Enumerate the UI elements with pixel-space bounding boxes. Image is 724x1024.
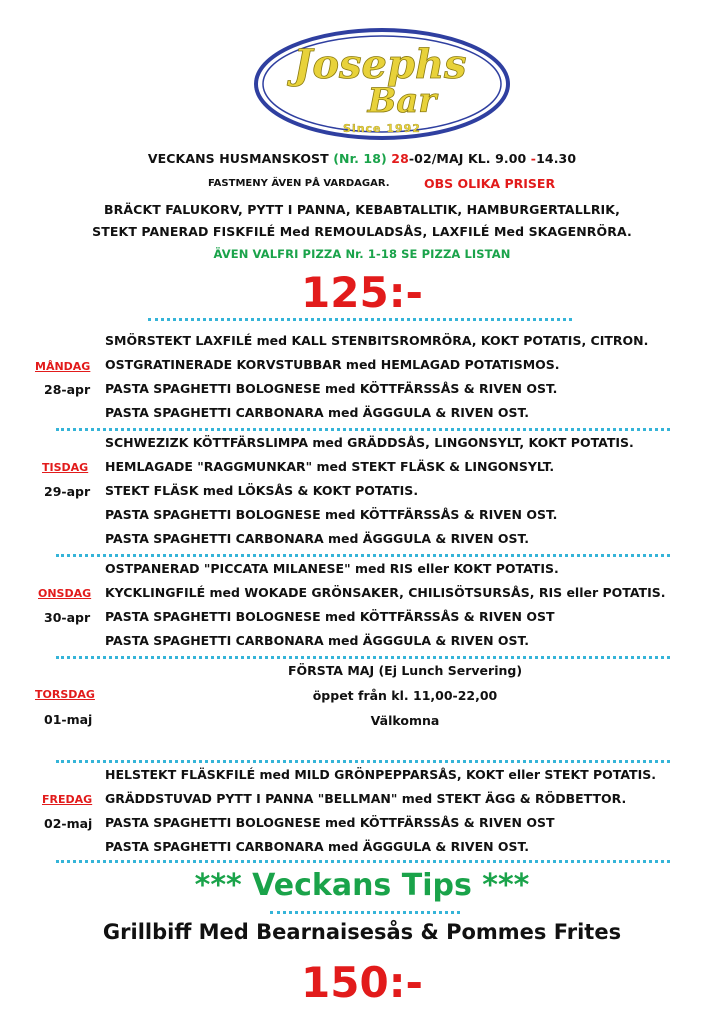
thursday-line-3: Välkomna [370,713,440,728]
tuesday-dish-2: HEMLAGADE "RAGGMUNKAR" med STEKT FLÄSK & LINGONSYLT. [105,459,555,474]
obs-note: OBS OLIKA PRISER [424,176,556,191]
tuesday-dish-3: STEKT FLÄSK med LÖKSÅS & KOKT POTATIS. [105,483,419,498]
wednesday-dish-2: KYCKLINGFILÉ med WOKADE GRÖNSAKER, CHILISÖTSURSÅS, RIS eller POTATIS. [105,585,666,600]
wednesday-dish-3: PASTA SPAGHETTI BOLOGNESE med KÖTTFÄRSSÅS & RIVEN OST [105,609,555,624]
divider [148,318,572,321]
friday-dish-4: PASTA SPAGHETTI CARBONARA med ÄGGGULA & RIVEN OST. [105,839,529,854]
divider [56,428,670,431]
monday-dish-3: PASTA SPAGHETTI BOLOGNESE med KÖTTFÄRSSÅS & RIVEN OST. [105,381,558,396]
tuesday-date: 29-apr [44,484,91,499]
time-separator: - [526,151,537,166]
divider [56,656,670,659]
wednesday-dish-4: PASTA SPAGHETTI CARBONARA med ÄGGGULA & RIVEN OST. [105,633,529,648]
friday-date: 02-maj [44,816,93,831]
wednesday-date: 30-apr [44,610,91,625]
logo-text-bar: Bar [367,81,437,121]
date-rest: -02/MAJ KL. 9.00 [408,151,527,166]
week-title-line [0,151,724,166]
logo-text-since: Since 1992 [343,122,421,135]
monday-dish-2: OSTGRATINERADE KORVSTUBBAR med HEMLAGAD POTATISMOS. [105,357,560,372]
tuesday-dish-4: PASTA SPAGHETTI BOLOGNESE med KÖTTFÄRSSÅS & RIVEN OST. [105,507,558,522]
tuesday-dish-1: SCHWEZIZK KÖTTFÄRSLIMPA med GRÄDDSÅS, LINGONSYLT, KOKT POTATIS. [105,435,634,450]
logo-text-josephs: Josephs [293,41,467,88]
divider [56,554,670,557]
week-number: (Nr. 18) [333,151,387,166]
fastmeny-note: FASTMENY ÄVEN PÅ VARDAGAR. [208,178,390,189]
friday-label: FREDAG [42,793,93,806]
monday-dish-4: PASTA SPAGHETTI CARBONARA med ÄGGGULA & RIVEN OST. [105,405,529,420]
friday-dish-1: HELSTEKT FLÄSKFILÉ med MILD GRÖNPEPPARSÅS, KOKT eller STEKT POTATIS. [105,767,656,782]
week-title: VECKANS HUSMANSKOST [147,151,329,166]
time-end: 14.30 [536,151,577,166]
thursday-label: TORSDAG [35,688,95,701]
tuesday-label: TISDAG [42,461,89,474]
thursday-line-2: öppet från kl. 11,00-22,00 [312,688,498,703]
fixed-menu-line-1: BRÄCKT FALUKORV, PYTT I PANNA, KEBABTALLTIK, HAMBURGERTALLRIK, [104,202,620,217]
weekly-tips-dish: Grillbiff Med Bearnaisesås & Pommes Frites [102,920,622,944]
monday-dish-1: SMÖRSTEKT LAXFILÉ med KALL STENBITSROMRÖRA, KOKT POTATIS, CITRON. [105,333,649,348]
lunch-price: 125:- [301,268,423,317]
fixed-menu-line-2: STEKT PANERAD FISKFILÉ Med REMOULADSÅS, LAXFILÉ Med SKAGENRÖRA. [92,224,632,239]
tips-price: 150:- [301,958,423,1007]
date-start: 28 [391,151,409,166]
josephs-bar-logo [252,26,512,144]
wednesday-dish-1: OSTPANERAD "PICCATA MILANESE" med RIS eller KOKT POTATIS. [105,561,559,576]
divider [270,911,460,914]
divider [56,760,670,763]
thursday-line-1: FÖRSTA MAJ (Ej Lunch Servering) [287,663,523,678]
tuesday-dish-5: PASTA SPAGHETTI CARBONARA med ÄGGGULA & RIVEN OST. [105,531,529,546]
weekly-tips-title: *** Veckans Tips *** [194,868,530,903]
divider [56,860,670,863]
monday-label: MÅNDAG [35,360,91,373]
friday-dish-2: GRÄDDSTUVAD PYTT I PANNA "BELLMAN" med STEKT ÄGG & RÖDBETTOR. [105,791,627,806]
friday-dish-3: PASTA SPAGHETTI BOLOGNESE med KÖTTFÄRSSÅS & RIVEN OST [105,815,555,830]
thursday-date: 01-maj [44,712,93,727]
monday-date: 28-apr [44,382,91,397]
pizza-note: ÄVEN VALFRI PIZZA Nr. 1-18 SE PIZZA LISTAN [213,247,511,261]
wednesday-label: ONSDAG [38,587,92,600]
